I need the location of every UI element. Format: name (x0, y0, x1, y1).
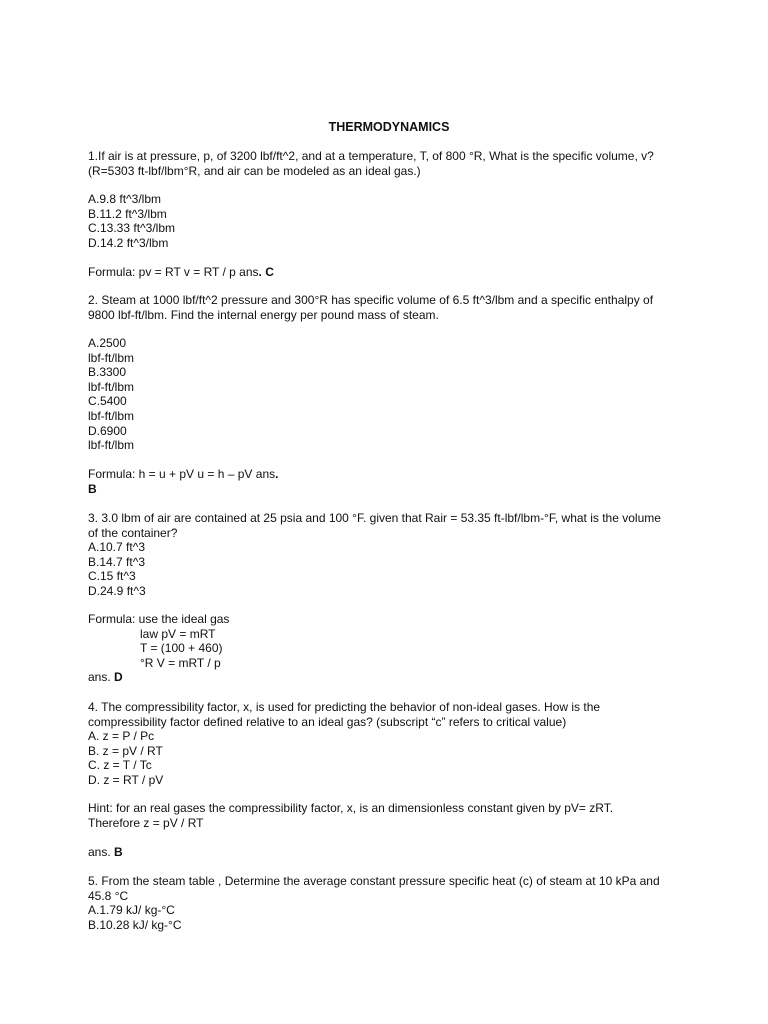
option: C.5400 (88, 394, 127, 409)
question-1-options (88, 192, 698, 250)
question-text: 3. 3.0 lbm of air are contained at 25 psia and 100 °F. given that Rair = 53.35 ft-lbf/lbm-°F, what is the volume (88, 511, 661, 525)
option: lbf-ft/lbm (88, 438, 135, 453)
option: D.24.9 ft^3 (88, 583, 146, 598)
answer-prefix: ans. (88, 845, 115, 859)
option: D. z = RT / pV (88, 772, 164, 787)
formula-text: T = (100 + 460) (140, 641, 223, 656)
question-text: 5. From the steam table , Determine the average constant pressure specific heat (c) of steam at 10 kPa and (88, 874, 660, 888)
option: A.1.79 kJ/ kg-°C (88, 903, 175, 918)
answer: . C (258, 265, 274, 279)
question-text: 1.If air is at pressure, p, of 3200 lbf/ft^2, and at a temperature, T, of 800 °R, What is the specific volume, v? (88, 149, 654, 163)
option: lbf-ft/lbm (88, 350, 135, 365)
answer: B (88, 481, 97, 496)
option: C.13.33 ft^3/lbm (88, 221, 176, 236)
question-3-formula (88, 612, 698, 685)
option: B.3300 (88, 365, 127, 380)
formula-text: Formula: use the ideal gas (88, 612, 230, 626)
formula-text: Formula: pv = RT v = RT / p ans (88, 265, 259, 279)
formula-text: law pV = mRT (140, 626, 216, 641)
question-1-formula (88, 265, 698, 280)
option: lbf-ft/lbm (88, 408, 135, 423)
formula-text: Formula: h = u + pV u = h – pV ans (88, 467, 276, 481)
formula-text: °R V = mRT / p (140, 655, 221, 670)
question-text: (R=5303 ft-lbf/lbm°R, and air can be modeled as an ideal gas.) (88, 163, 421, 178)
question-2-options (88, 336, 698, 453)
option: A. z = P / Pc (88, 729, 155, 744)
option: D.14.2 ft^3/lbm (88, 235, 169, 250)
question-4-answer (88, 845, 698, 860)
question-2 (88, 293, 698, 322)
hint-text: Therefore z = pV / RT (88, 815, 204, 830)
question-1 (88, 149, 698, 178)
page-title: THERMODYNAMICS (328, 120, 450, 134)
option: C.15 ft^3 (88, 569, 136, 584)
question-text: of the container? (88, 525, 178, 540)
option: A.2500 (88, 336, 127, 350)
question-text: compressibility factor defined relative to an ideal gas? (subscript “c” refers to critical value) (88, 714, 567, 729)
option: C. z = T / Tc (88, 758, 152, 773)
answer-prefix: ans. (88, 670, 115, 685)
option: B. z = pV / RT (88, 743, 163, 758)
question-text: 45.8 °C (88, 888, 129, 903)
question-2-formula: Formula: h = u + pV u = h – pV ans. B (88, 467, 279, 496)
question-text: 4. The compressibility factor, x, is used for predicting the behavior of non-ideal gases. How is the (88, 700, 601, 714)
option: B.14.7 ft^3 (88, 554, 145, 569)
hint-text: Hint: for an real gases the compressibility factor, x, is an dimensionless constant given by pV= zRT. (88, 801, 614, 815)
option: A.9.8 ft^3/lbm (88, 192, 161, 206)
question-5 (88, 874, 698, 932)
answer: B (114, 845, 123, 859)
question-text: 2. Steam at 1000 lbf/ft^2 pressure and 300°R has specific volume of 6.5 ft^3/lbm and a specific enthalpy of (88, 293, 654, 307)
option: lbf-ft/lbm (88, 379, 135, 394)
option: A.10.7 ft^3 (88, 540, 145, 555)
option: B.11.2 ft^3/lbm (88, 206, 167, 221)
question-4 (88, 700, 698, 788)
option: B.10.28 kJ/ kg-°C (88, 917, 182, 932)
question-4-hint (88, 801, 698, 830)
question-3 (88, 511, 698, 599)
option: D.6900 (88, 423, 127, 438)
question-text: 9800 lbf-ft/lbm. Find the internal energy per pound mass of steam. (88, 307, 439, 322)
answer: D (114, 670, 123, 685)
